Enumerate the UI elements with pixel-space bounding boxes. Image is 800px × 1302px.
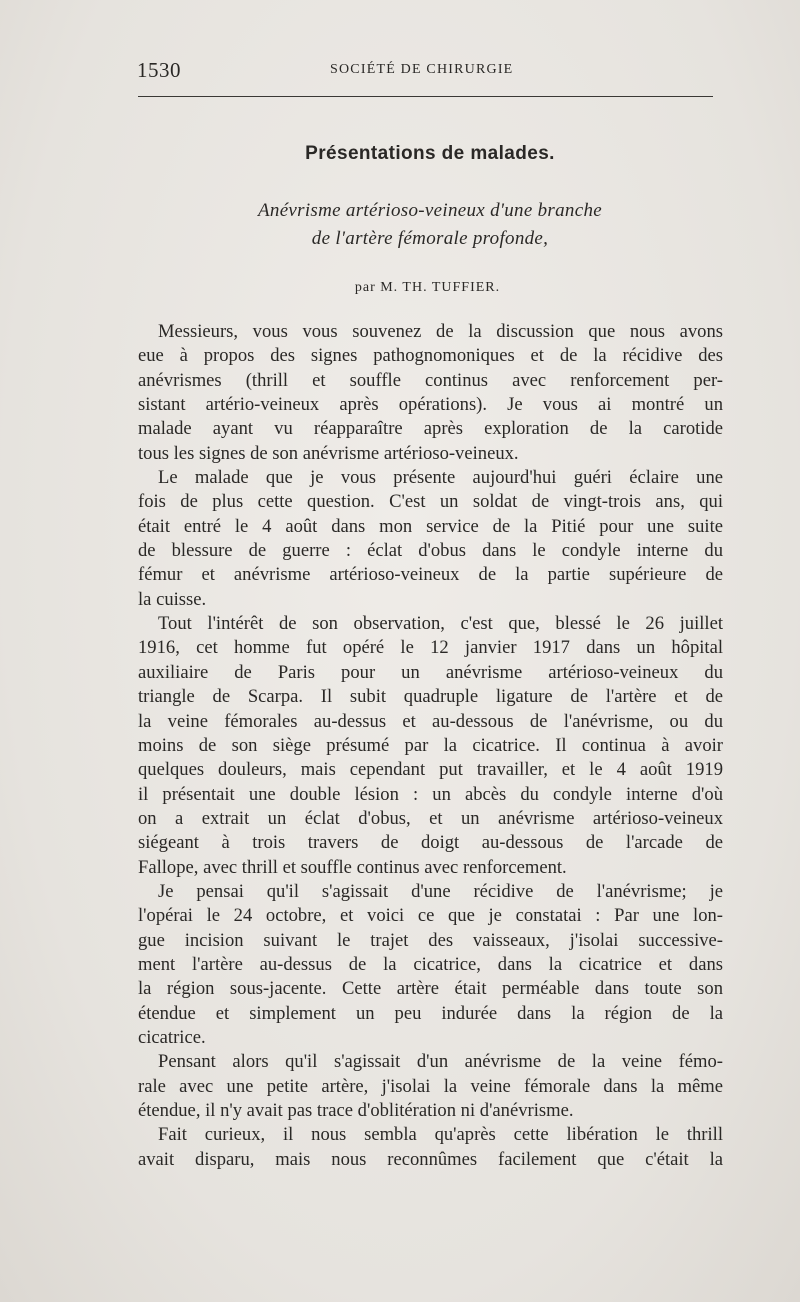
body-line: fois de plus cette question. C'est un soldat de vingt-trois ans, qui xyxy=(138,491,723,513)
body-line: Le malade que je vous présente aujourd'hui guéri éclaire une xyxy=(158,467,723,489)
body-line: Tout l'intérêt de son observation, c'est que, blessé le 26 juillet xyxy=(158,613,723,635)
article-title xyxy=(0,197,800,253)
body-line: étendue et simplement un peu indurée dans la région de la xyxy=(138,1002,723,1024)
body-line: on a extrait un éclat d'obus, et un anévrisme artérioso-veineux xyxy=(138,807,723,829)
body-line: de blessure de guerre : éclat d'obus dans le condyle interne du xyxy=(138,540,723,562)
body-line: Je pensai qu'il s'agissait d'une récidive de l'anévrisme; je xyxy=(158,880,723,902)
body-line: Pensant alors qu'il s'agissait d'un anévrisme de la veine fémo- xyxy=(158,1051,723,1073)
journal-title: SOCIÉTÉ DE CHIRURGIE xyxy=(330,62,514,77)
body-line: cicatrice. xyxy=(138,1026,206,1048)
body-line: l'opérai le 24 octobre, et voici ce que je constatai : Par une lon- xyxy=(138,905,723,927)
body-line: Messieurs, vous vous souvenez de la discussion que nous avons xyxy=(158,321,723,342)
body-line: avait disparu, mais nous reconnûmes facilement que c'était la xyxy=(138,1148,723,1170)
body-line: siégeant à trois travers de doigt au-dessous de l'arcade de xyxy=(138,832,723,854)
author-byline: par M. TH. TUFFIER. xyxy=(354,280,501,295)
body-line: quelques douleurs, mais cependant put travailler, et le 4 août 1919 xyxy=(138,759,723,781)
body-line: tous les signes de son anévrisme artérioso-veineux. xyxy=(138,442,519,464)
running-header xyxy=(137,58,712,84)
body-line: gue incision suivant le trajet des vaisseaux, j'isolai successive- xyxy=(138,929,723,951)
body-line: ment l'artère au-dessus de la cicatrice, dans la cicatrice et dans xyxy=(138,953,723,975)
body-line: moins de son siège présumé par la cicatrice. Il continua à avoir xyxy=(138,734,723,756)
body-line: était entré le 4 août dans mon service de la Pitié pour une suite xyxy=(138,515,723,537)
body-line: triangle de Scarpa. Il subit quadruple ligature de l'artère et de xyxy=(138,686,723,708)
body-line: malade ayant vu réapparaître après exploration de la carotide xyxy=(138,418,723,440)
body-line: fémur et anévrisme artérioso-veineux de la partie supérieure de xyxy=(138,564,723,586)
body-line: rale avec une petite artère, j'isolai la veine fémorale dans la même xyxy=(138,1075,723,1097)
body-line: eue à propos des signes pathognomoniques et de la récidive des xyxy=(138,345,723,367)
body-line: sistant artério-veineux après opérations). Je vous ai montré un xyxy=(138,394,723,416)
body-line: Fallope, avec thrill et souffle continus avec renforcement. xyxy=(138,856,567,878)
body-line: il présentait une double lésion : un abcès du condyle interne d'où xyxy=(138,783,723,805)
body-line: la cuisse. xyxy=(138,588,207,610)
body-text xyxy=(138,320,723,1172)
body-line: auxiliaire de Paris pour un anévrisme artérioso-veineux du xyxy=(138,661,723,683)
body-line: étendue, il n'y avait pas trace d'oblitération ni d'anévrisme. xyxy=(138,1100,574,1121)
body-line: anévrismes (thrill et souffle continus avec renforcement per- xyxy=(138,369,723,391)
body-line: Fait curieux, il nous sembla qu'après cette libération le thrill xyxy=(158,1124,723,1146)
body-line: la veine fémorales au-dessus et au-dessous de l'anévrisme, ou du xyxy=(138,710,723,732)
page-number: 1530 xyxy=(137,58,181,82)
article-title-line-1: Anévrisme artérioso-veineux d'une branche xyxy=(257,200,602,221)
header-rule xyxy=(138,96,713,97)
body-line: 1916, cet homme fut opéré le 12 janvier 1917 dans un hôpital xyxy=(138,637,723,659)
section-title: Présentations de malades. xyxy=(305,143,555,164)
body-line: la région sous-jacente. Cette artère était perméable dans toute son xyxy=(138,978,723,1000)
article-title-line-2: de l'artère fémorale profonde, xyxy=(311,228,549,249)
